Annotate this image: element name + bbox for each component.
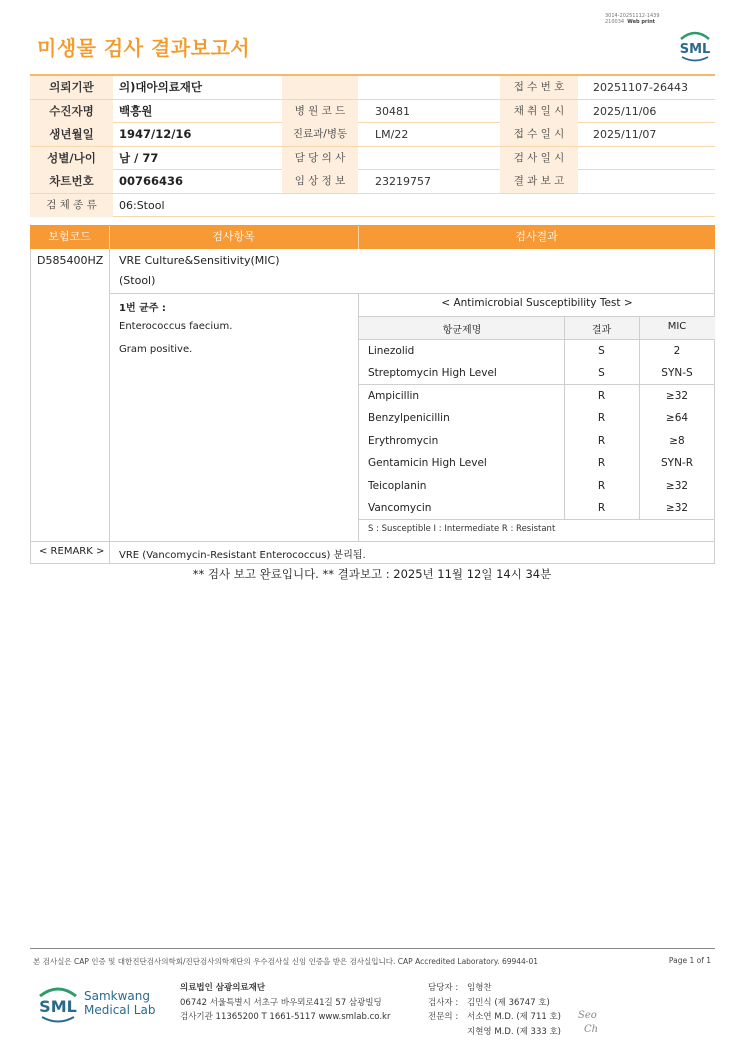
ast-mic: 2 (673, 345, 681, 357)
footer-sml-logo (36, 982, 80, 1030)
staff-label: 전문의 : (428, 1012, 459, 1022)
footer-divider (30, 948, 715, 949)
footer-logo-mark: SML (39, 997, 77, 1016)
ast-legend: S : Susceptible I : Intermediate R : Resistant (368, 524, 556, 534)
print-code-id: 210034 (605, 19, 625, 25)
info-value: 23219757 (375, 175, 431, 188)
accreditation-note: 본 검사실은 CAP 인증 및 대한진단검사의학회/진단검사의학재단의 우수검사실 신임 인증을 받은 검사실입니다. CAP Accredited Laboratory. 69944-01 (33, 957, 539, 966)
ast-mic: ≥32 (665, 480, 689, 492)
ast-mic: SYN-S (661, 367, 693, 379)
info-label: 차트번호 (30, 170, 113, 193)
footer-organization (180, 981, 390, 1025)
specimen-type: (Stool) (119, 274, 156, 287)
completion-notice: ** 검사 보고 완료입니다. ** 결과보고 : 2025년 11월 12일 14시 34분 (192, 567, 552, 581)
org-address: 06742 서울특별시 서초구 바우뫼로41길 57 삼광빌딩 (180, 997, 382, 1008)
info-label: 결 과 보 고 (500, 170, 578, 193)
info-label: 의뢰기관 (30, 76, 113, 99)
col-test-result: 검사결과 (515, 230, 558, 243)
staff-line (428, 981, 561, 996)
remark-label: < REMARK > (39, 546, 105, 557)
signature-1: Seo (578, 1010, 597, 1021)
ast-col-mic: MIC (667, 321, 687, 332)
signature-2: Ch (584, 1024, 599, 1035)
staff-line (428, 996, 561, 1011)
gram-stain: Gram positive. (119, 344, 193, 355)
ast-row (359, 497, 715, 520)
info-value: 1947/12/16 (119, 127, 192, 141)
col-test-item: 검사항목 (212, 230, 255, 243)
ast-drug: Teicoplanin (368, 480, 427, 492)
ast-result: S (598, 345, 605, 357)
staff-value: 지현영 M.D. (제 333 호) (467, 1026, 562, 1037)
insurance-code: D585400HZ (37, 254, 104, 267)
ast-result: R (597, 457, 606, 469)
ast-mic: SYN-R (660, 457, 694, 469)
ast-header (359, 317, 715, 339)
staff-value: 임형찬 (467, 983, 492, 993)
result-table-header (30, 225, 715, 249)
ast-row (359, 452, 715, 475)
info-label: 담 당 의 사 (282, 147, 358, 170)
ast-mic: ≥64 (665, 412, 689, 424)
ast-title: < Antimicrobial Susceptibility Test > (441, 297, 633, 309)
ast-drug: Ampicillin (368, 390, 420, 402)
info-value: 2025/11/07 (593, 128, 657, 141)
staff-value: 김민식 (제 36747 호) (467, 997, 550, 1008)
page-number: Page 1 of 1 (668, 956, 711, 965)
print-code (605, 13, 660, 25)
test-name: VRE Culture&Sensitivity(MIC) (119, 254, 280, 267)
brand-name-line1: Samkwang (84, 989, 150, 1003)
info-row (30, 170, 715, 194)
info-value: 남 / 77 (119, 150, 159, 165)
col-insurance-code: 보험코드 (48, 230, 91, 243)
staff-value: 서소연 M.D. (제 711 호) (467, 1012, 562, 1022)
info-label: 병 원 코 드 (282, 100, 358, 123)
org-name: 의료법인 삼광의료재단 (180, 983, 266, 993)
info-label: 접 수 일 시 (500, 123, 578, 146)
org-contact: 검사기관 11365200 T 1661-5117 www.smlab.co.kr (180, 1012, 391, 1022)
ast-drug: Erythromycin (368, 435, 439, 447)
ast-row (359, 340, 715, 363)
info-row (30, 76, 715, 100)
ast-drug: Vancomycin (368, 502, 432, 514)
logo-mark: SML (679, 42, 711, 57)
info-value: 의)대아의료재단 (119, 80, 203, 94)
footer-brand-name (84, 989, 155, 1017)
organism-label: 1번 균주 : (119, 303, 166, 314)
info-row (30, 123, 715, 147)
staff-line (428, 1010, 561, 1025)
brand-name-line2: Medical Lab (84, 1003, 156, 1017)
patient-info-table (30, 74, 715, 217)
ast-col-result: 결과 (591, 325, 612, 336)
info-row (30, 147, 715, 171)
footer-staff (428, 981, 561, 1039)
staff-label: 검사자 : (428, 997, 459, 1008)
ast-drug: Benzylpenicillin (368, 412, 450, 424)
sml-logo (676, 27, 714, 67)
info-row (30, 194, 715, 218)
ast-row (359, 385, 715, 408)
info-value: 30481 (375, 104, 410, 118)
result-table (30, 225, 715, 564)
info-label: 생년월일 (30, 123, 113, 146)
ast-row (359, 407, 715, 430)
info-value: 20251107-26443 (593, 81, 688, 94)
ast-result: R (597, 502, 606, 514)
ast-drug: Linezolid (368, 345, 415, 357)
info-label: 진료과/병동 (282, 123, 358, 146)
web-print-label: Web print (627, 19, 656, 25)
info-label: 임 상 정 보 (282, 170, 358, 193)
info-label: 채 취 일 시 (500, 100, 578, 123)
ast-mic: ≥8 (669, 435, 685, 447)
info-label (282, 76, 358, 99)
info-label: 성별/나이 (30, 147, 113, 170)
ast-result: R (597, 412, 606, 424)
info-value: LM/22 (375, 128, 409, 141)
ast-result: S (598, 367, 605, 379)
ast-mic: ≥32 (665, 502, 689, 514)
organism-name: Enterococcus faecium. (119, 321, 233, 332)
info-label: 수진자명 (30, 100, 113, 123)
remark-text: VRE (Vancomycin-Resistant Enterococcus) 분리됨. (119, 550, 366, 561)
ast-col-drug: 항균제명 (442, 325, 482, 336)
ast-row (359, 475, 715, 498)
ast-result: R (597, 390, 606, 402)
ast-row (359, 430, 715, 453)
ast-drug: Gentamicin High Level (368, 457, 487, 469)
ast-result: R (597, 480, 606, 492)
info-value: 06:Stool (119, 198, 165, 212)
info-value: 00766436 (119, 174, 184, 188)
staff-label: 담당자 : (428, 983, 459, 993)
ast-row (359, 362, 715, 385)
ast-mic: ≥32 (665, 390, 689, 402)
report-title: 미생물 검사 결과보고서 (37, 36, 251, 60)
ast-drug: Streptomycin High Level (368, 367, 497, 379)
print-code-line1: 3014-20251112-1439 (605, 13, 660, 19)
info-label: 접 수 번 호 (500, 76, 578, 99)
info-value: 백흥원 (119, 103, 153, 118)
ast-result: R (597, 435, 606, 447)
info-row (30, 100, 715, 124)
info-label: 검 사 일 시 (500, 147, 578, 170)
info-label: 검 체 종 류 (30, 194, 113, 217)
staff-line (428, 1025, 561, 1040)
info-value: 2025/11/06 (593, 104, 657, 118)
